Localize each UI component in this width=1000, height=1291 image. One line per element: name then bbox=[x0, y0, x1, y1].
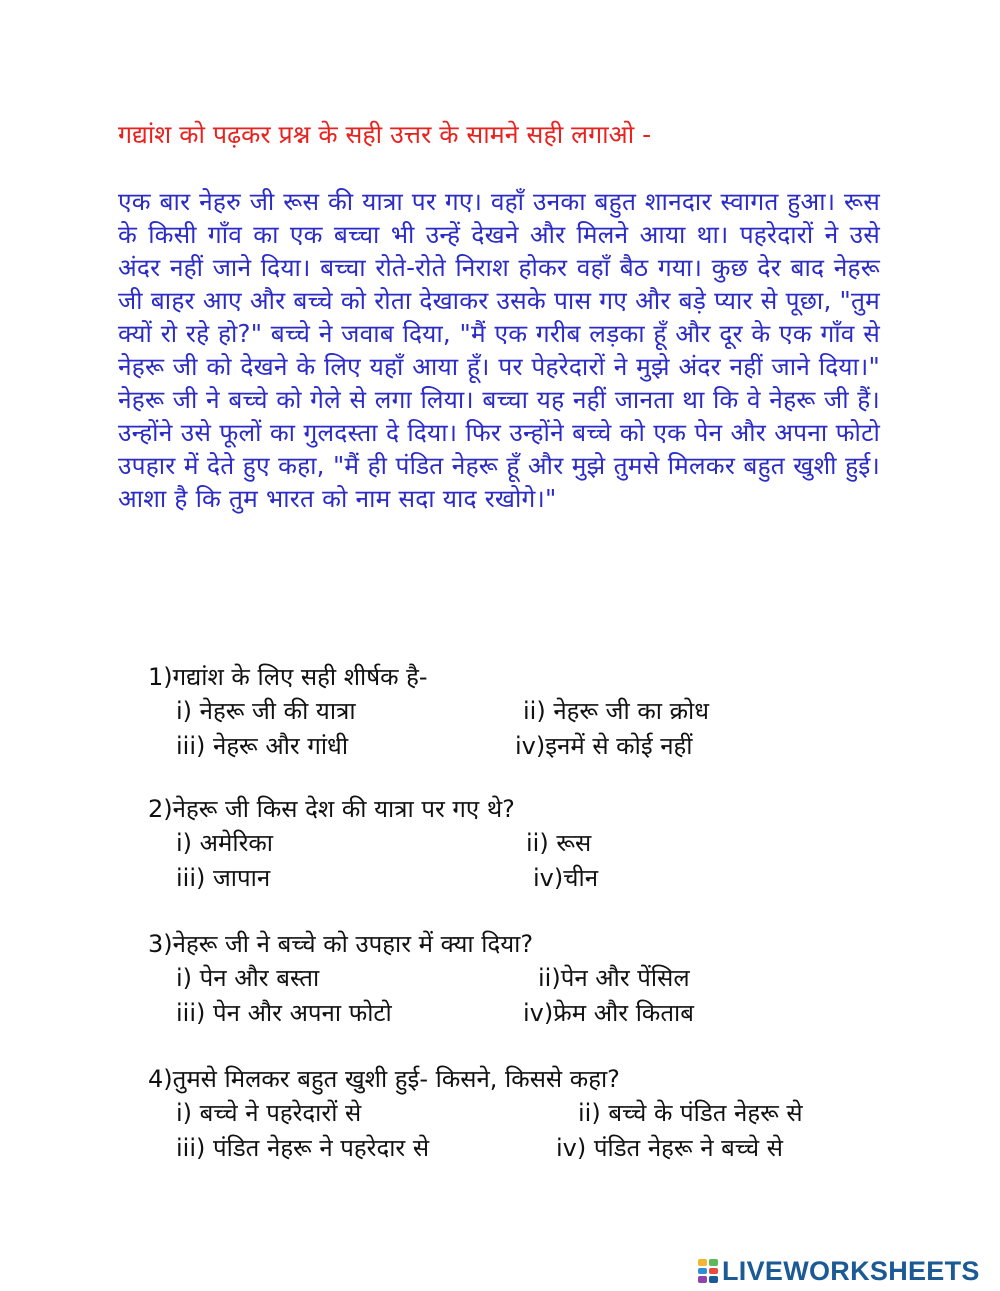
question-text: 1)गद्यांश के लिए सही शीर्षक है- bbox=[148, 663, 428, 691]
liveworksheets-logo bbox=[698, 1254, 980, 1288]
question-2 bbox=[148, 792, 928, 896]
instruction-heading: गद्यांश को पढ़कर प्रश्न के सही उत्तर के सामने सही लगाओ - bbox=[118, 120, 652, 149]
question-4 bbox=[148, 1062, 928, 1166]
option-2-ii[interactable]: ii) रूस bbox=[526, 829, 592, 857]
option-2-iii[interactable]: iii) जापान bbox=[176, 864, 271, 892]
option-4-ii[interactable]: ii) बच्चे के पंडित नेहरू से bbox=[578, 1099, 803, 1127]
option-4-iv[interactable]: iv) पंडित नेहरू ने बच्चे से bbox=[556, 1134, 783, 1162]
option-1-iii[interactable]: iii) नेहरू और गांधी bbox=[176, 732, 349, 760]
option-4-iii[interactable]: iii) पंडित नेहरू ने पहरेदार से bbox=[176, 1134, 430, 1162]
option-3-iv[interactable]: iv)फ्रेम और किताब bbox=[523, 999, 694, 1027]
option-1-ii[interactable]: ii) नेहरू जी का क्रोध bbox=[523, 697, 710, 725]
option-3-i[interactable]: i) पेन और बस्ता bbox=[176, 964, 320, 992]
passage-text: एक बार नेहरु जी रूस की यात्रा पर गए। वहाँ उनका बहुत शानदार स्वागत हुआ। रूस के किसी गाँव का एक बच्चा भी उन्हें देखने और मिलने आया था। पहरेदारों ने उसे अंदर नहीं जाने दिया। बच्चा रोते-रोते निराश होकर वहाँ बैठ गया। कुछ देर बाद नेहरू जी बाहर आए और बच्चे को रोता देखाकर उसके पास गए और बड़े प्यार से पूछा, "तुम क्यों रो रहे हो?" बच्चे ने जवाब दिया, "मैं एक गरीब लड़का हूँ और दूर के एक गाँव से नेहरू जी को देखने के लिए यहाँ आया हूँ। पर पेहरेदारों ने मुझे अंदर नहीं जाने दिया।" नेहरू जी ने बच्चे को गेले से लगा लिया। बच्चा यह नहीं जानता था कि वे नेहरू जी हैं। उन्होंने उसे फूलों का गुलदस्ता दे दिया। फिर उन्होंने बच्चे को एक पेन और अपना फोटो उपहार में देते हुए कहा, "मैं ही पंडित नेहरू हूँ और मुझे तुमसे मिलकर बहुत खुशी हुई। आशा है कि तुम भारत को नाम सदा याद रखोगे।" bbox=[118, 187, 880, 513]
option-1-iv[interactable]: iv)इनमें से कोई नहीं bbox=[515, 732, 693, 760]
question-text: 2)नेहरू जी किस देश की यात्रा पर गए थे? bbox=[148, 795, 515, 823]
option-4-i[interactable]: i) बच्चे ने पहरेदारों से bbox=[176, 1099, 362, 1127]
question-1 bbox=[148, 660, 928, 764]
option-2-i[interactable]: i) अमेरिका bbox=[176, 829, 274, 857]
option-1-i[interactable]: i) नेहरू जी की यात्रा bbox=[176, 697, 356, 725]
option-3-iii[interactable]: iii) पेन और अपना फोटो bbox=[176, 999, 392, 1027]
question-3 bbox=[148, 927, 928, 1031]
logo-text: LIVEWORKSHEETS bbox=[722, 1256, 980, 1286]
question-text: 4)तुमसे मिलकर बहुत खुशी हुई- किसने, किससे कहा? bbox=[148, 1065, 620, 1093]
option-2-iv[interactable]: iv)चीन bbox=[533, 864, 599, 892]
logo-mark-icon bbox=[698, 1259, 718, 1283]
option-3-ii[interactable]: ii)पेन और पेंसिल bbox=[538, 964, 690, 992]
question-text: 3)नेहरू जी ने बच्चे को उपहार में क्या दिया? bbox=[148, 930, 534, 958]
